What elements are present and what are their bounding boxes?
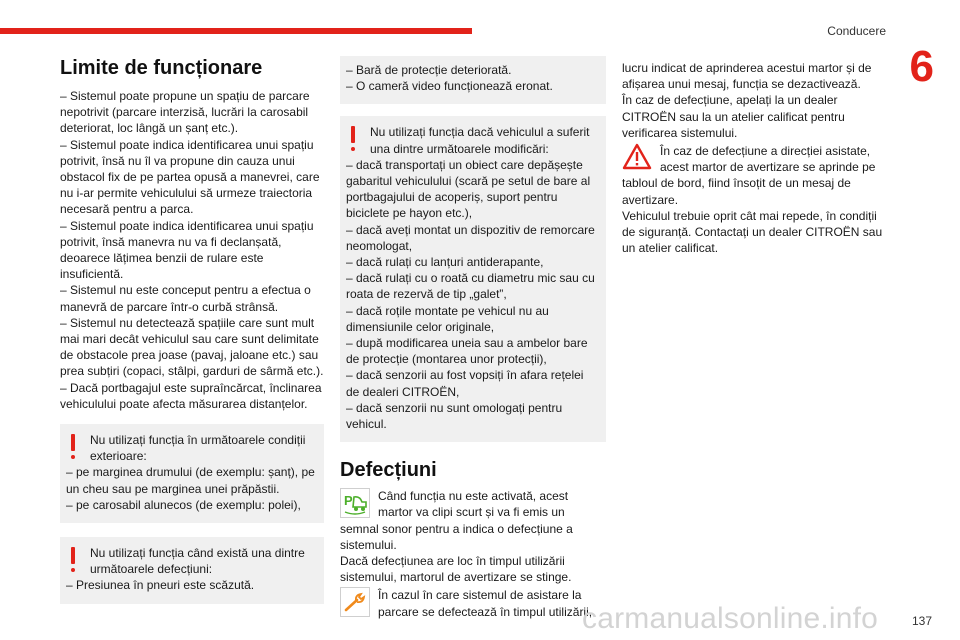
svg-text:P: P <box>344 493 353 509</box>
warning-box-defects <box>60 537 324 604</box>
heading-limits: Limite de funcționare <box>60 57 263 79</box>
defects-continued-box <box>340 56 606 104</box>
warning-head: Nu utilizați funcția în următoarele condiții exterioare: <box>90 433 306 464</box>
page-number: 137 <box>911 614 932 628</box>
column-3 <box>622 60 890 256</box>
warning-box-exterior <box>60 424 324 523</box>
watermark: carmanualsonline.info <box>582 602 879 635</box>
warning-body: – dacă transportați un obiect care depășește gabaritul vehiculului (scară pe setul de bare al portbagajului de acoperiș, suport pentru biciclete pe hayon etc.), – dacă aveți montat un dispozitiv de remorcare neomologat, – dacă rulați cu lanțuri antiderapante, – dacă rulați cu o roată cu diametru mic sau cu roata de rezervă de tip „galet”, – dacă roțile montate pe vehicul nu au dimensiunile celor originale, – după modificarea uneia sau a ambelor bare de protecție (montarea unor protecții), – dacă senzorii au fost vopsiți în afara rețelei de dealeri CITROËN, – dacă senzorii nu sunt omologați pentru vehicul. <box>346 157 595 432</box>
fault-park-body: semnal sonor pentru a indica o defecțiune a sistemului. Dacă defecțiunea are loc în timpul utilizării sistemului, martorul de avertizare se stinge. <box>340 521 573 585</box>
exclamation-icon <box>68 547 78 573</box>
park-assist-icon <box>340 488 370 518</box>
limits-paragraph: – Sistemul poate propune un spațiu de parcare nepotrivit (parcare interzisă, lucrări la carosabil deteriorat, loc lângă un șanț etc.). – Sistemul poate indica identificarea unui spațiu potrivit, însă nu îl va propune din cauza unui obstacol fix de pe partea opusă a manevrei, care nu i-ar permite vehiculului să urmeze traiectoria necesară pentru a parca. – Sistemul poate indica identificarea unui spațiu potrivit, însă manevra nu va fi declanșată, deoarece lățimea benzii de rulare este insuficientă. – Sistemul nu este conceput pentru a efectua o manevră de parcare într-o curbă strânsă. – Sistemul nu detectează spațiile care sunt mult mai mari decât vehiculul sau care sunt delimitate de obstacole prea joase (pavaj, jaloane etc.) sau prea subțiri (copaci, stâlpi, garduri de sârmă etc.). – Dacă portbagajul este supraîncărcat, înclinarea vehiculului poate afecta măsurarea distanțelor. <box>60 89 324 411</box>
column-2 <box>340 56 606 620</box>
exclamation-icon <box>68 434 78 460</box>
fault-park-paragraph <box>340 488 606 520</box>
warning-box-modifications <box>340 116 606 442</box>
fault-park-head: Când funcția nu este activată, acest martor va clipi scurt și va fi emis un <box>378 489 569 520</box>
wrench-icon <box>340 587 370 617</box>
fault-continued: lucru indicat de aprinderea acestui martor și de afișarea unui mesaj, funcția se dezactivează. În caz de defecțiune, apelați la un dealer CITROËN sau la un atelier calificat pentru verificarea sistemului. <box>622 61 872 140</box>
column-1 <box>60 56 324 604</box>
section-title: Conducere <box>827 24 886 38</box>
steering-fault-paragraph <box>622 143 890 175</box>
chapter-number: 6 <box>909 42 934 91</box>
exclamation-icon <box>348 126 358 152</box>
warning-head: Nu utilizați funcția dacă vehiculul a suferit una dintre următoarele modificări: <box>370 125 590 156</box>
warning-body: – Presiunea în pneuri este scăzută. <box>66 578 255 593</box>
steering-fault-head: În caz de defecțiune a direcției asistate, acest martor de avertizare se aprinde pe <box>660 144 876 175</box>
fault-wrench-paragraph <box>340 587 606 619</box>
top-accent-bar <box>0 28 472 34</box>
heading-faults: Defecțiuni <box>340 459 437 482</box>
fault-wrench-head: În cazul în care sistemul de asistare la parcare se defectează în timpul utilizării, <box>378 588 593 619</box>
warning-body: – pe marginea drumului (de exemplu: șanț), pe un cheu sau pe marginea unei prăpăstii. – pe carosabil alunecos (de exemplu: polei), <box>66 465 315 512</box>
warning-triangle-icon <box>622 143 652 173</box>
box-text: – Bară de protecție deteriorată. – O cameră video funcționează eronat. <box>346 63 553 94</box>
warning-head: Nu utilizați funcția când există una dintre următoarele defecțiuni: <box>90 546 305 577</box>
steering-fault-body: tabloul de bord, fiind însoțit de un mesaj de avertizare. Vehiculul trebuie oprit cât mai repede, în condiții de siguranță. Contactați un dealer CITROËN sau un atelier calificat. <box>622 176 883 256</box>
